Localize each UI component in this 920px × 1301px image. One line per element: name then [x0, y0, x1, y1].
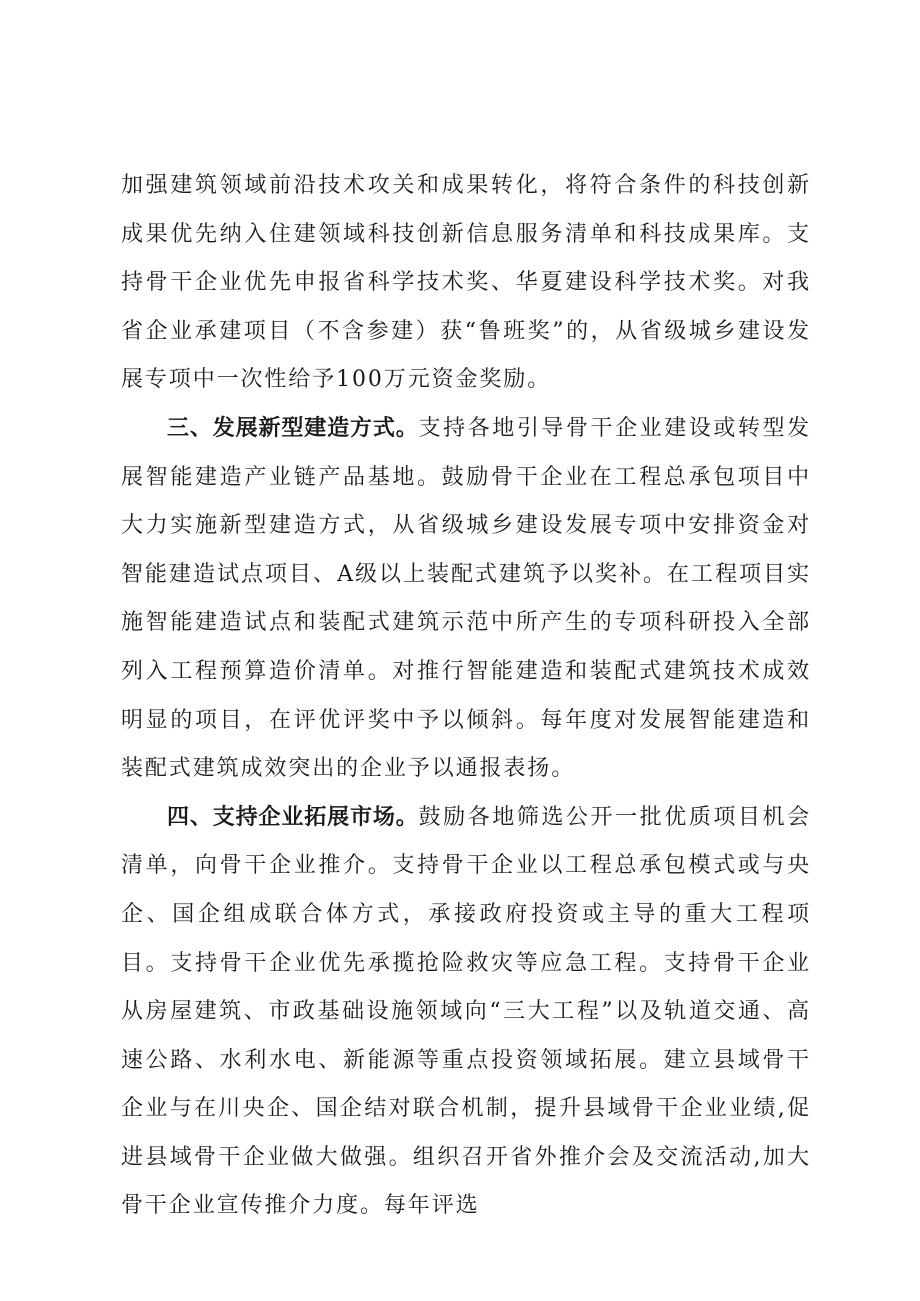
paragraph-body: 加强建筑领域前沿技术攻关和成果转化，将符合条件的科技创新成果优先纳入住建领域科技创新信息服务清单和科技成果库。支持骨干企业优先申报省科学技术奖、华夏建设科学技术奖。对我省企业承建项目（不含参建）获“鲁班奖”的，从省级城乡建设发展专项中一次性给予100万元资金奖励。 — [121, 173, 811, 393]
section-heading-3: 三、发展新型建造方式。 — [167, 415, 419, 441]
document-page — [121, 162, 811, 1231]
section-heading-4: 四、支持企业拓展市场。 — [167, 804, 419, 830]
paragraph-tech-innovation-continued — [121, 162, 811, 405]
paragraph-body: 鼓励各地筛选公开一批优质项目机会清单，向骨干企业推介。支持骨干企业以工程总承包模式或与央企、国企组成联合体方式，承接政府投资或主导的重大工程项目。支持骨干企业优先承揽抢险救灾等应急工程。支持骨干企业从房屋建筑、市政基础设施领域向“三大工程”以及轨道交通、高速公路、水利水电、新能源等重点投资领域拓展。建立县域骨干企业与在川央企、国企结对联合机制，提升县域骨干企业业绩,促进县域骨干企业做大做强。组织召开省外推介会及交流活动,加大骨干企业宣传推介力度。每年评选 — [121, 804, 811, 1219]
paragraph-new-construction — [121, 405, 811, 794]
paragraph-body: 支持各地引导骨干企业建设或转型发展智能建造产业链产品基地。鼓励骨干企业在工程总承包项目中大力实施新型建造方式，从省级城乡建设发展专项中安排资金对智能建造试点项目、A级以上装配式建筑予以奖补。在工程项目实施智能建造试点和装配式建筑示范中所产生的专项科研投入全部列入工程预算造价清单。对推行智能建造和装配式建筑技术成效明显的项目，在评优评奖中予以倾斜。每年度对发展智能建造和装配式建筑成效突出的企业予以通报表扬。 — [121, 415, 811, 782]
paragraph-market-expansion — [121, 794, 811, 1231]
